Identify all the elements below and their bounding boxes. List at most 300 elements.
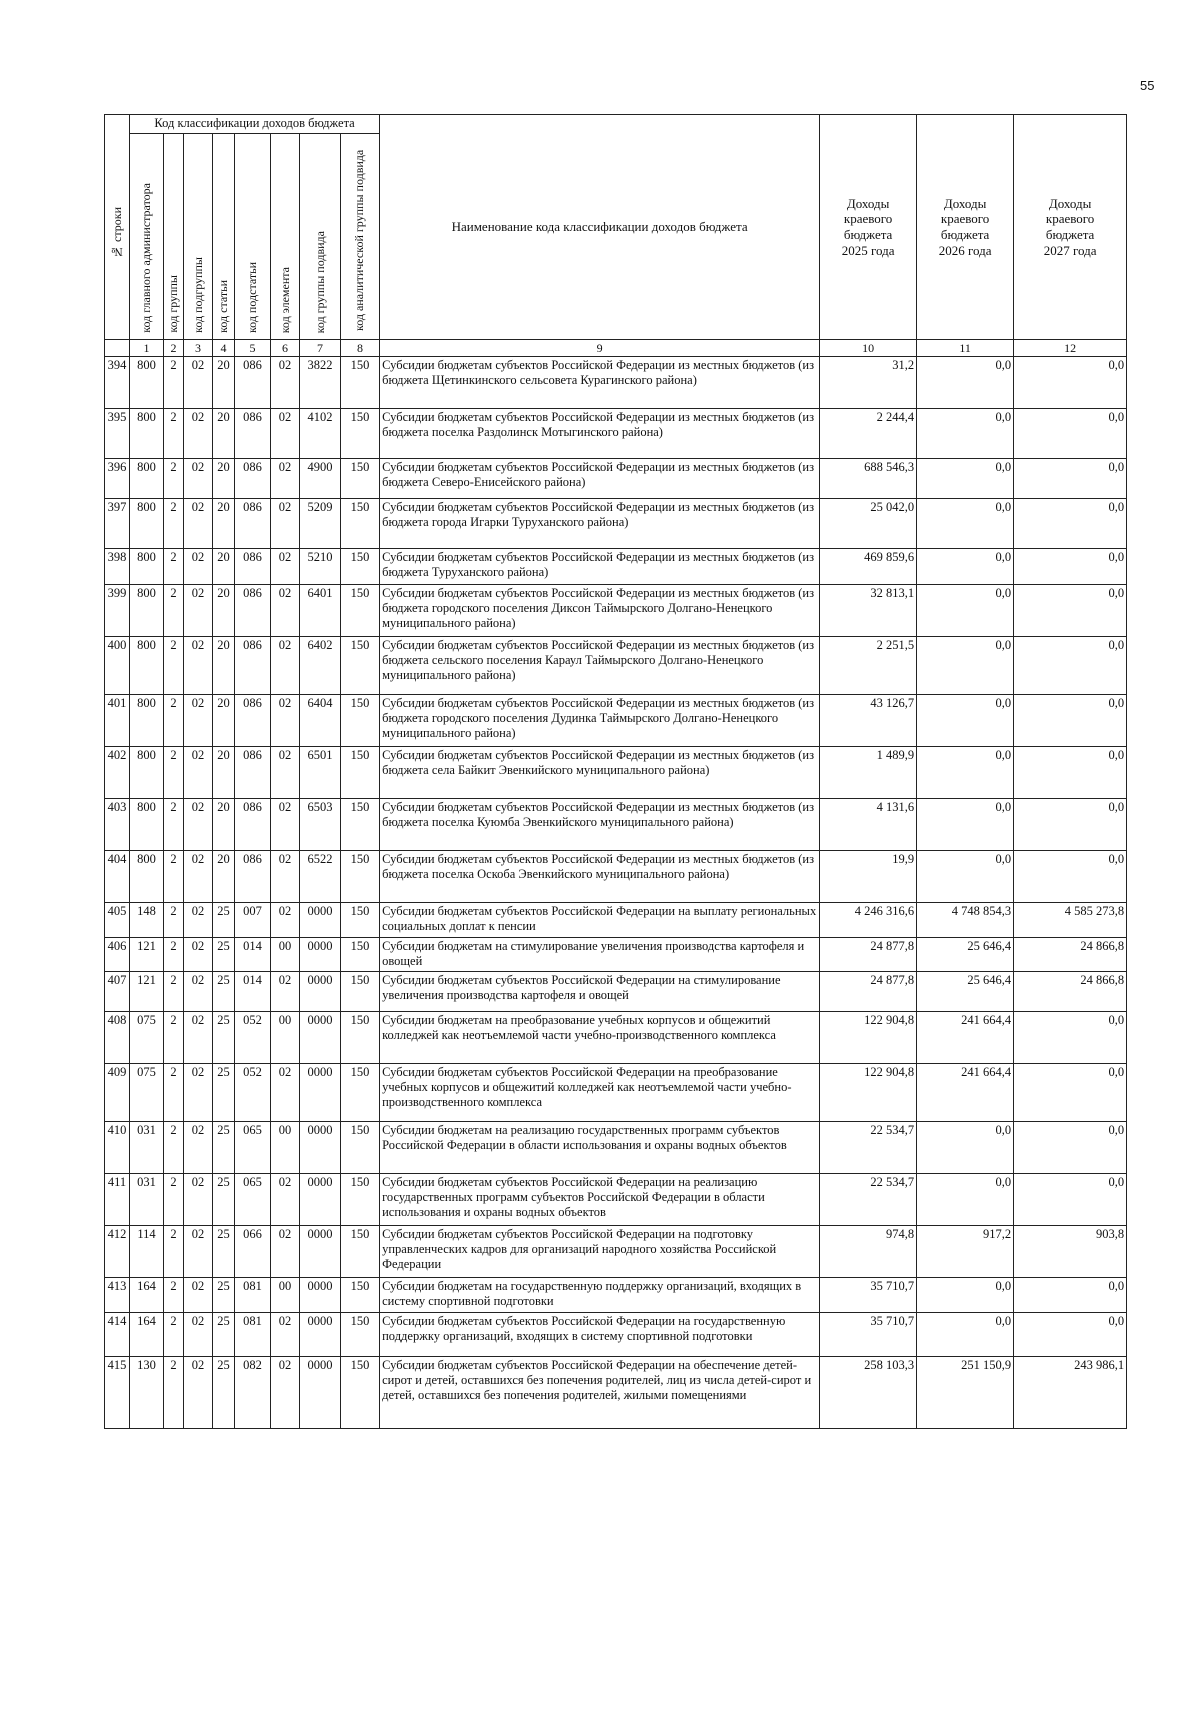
admin-code-cell: 031 xyxy=(130,1122,164,1174)
subarticle-code-cell: 066 xyxy=(235,1226,271,1278)
subgroup-code-cell: 02 xyxy=(184,409,213,459)
revenue-2027-cell: 0,0 xyxy=(1014,1122,1127,1174)
subgroup-code-cell: 02 xyxy=(184,1174,213,1226)
table-row xyxy=(105,1313,1127,1357)
revenue-2025-cell: 24 877,8 xyxy=(820,972,917,1012)
row-number-cell: 404 xyxy=(105,851,130,903)
table-row xyxy=(105,1226,1127,1278)
table-row xyxy=(105,585,1127,637)
header-row-number: № строки xyxy=(105,115,130,340)
analytic-group-code-cell: 150 xyxy=(341,851,380,903)
revenue-code-name-cell: Субсидии бюджетам на стимулирование увеличения производства картофеля и овощей xyxy=(380,938,820,972)
revenue-2025-cell: 4 246 316,6 xyxy=(820,903,917,938)
revenue-code-name-cell: Субсидии бюджетам субъектов Российской Федерации из местных бюджетов (из бюджета поселка Раздолинск Мотыгинского района) xyxy=(380,409,820,459)
header-name-column: Наименование кода классификации доходов бюджета xyxy=(380,115,820,340)
subgroup-code-cell: 02 xyxy=(184,903,213,938)
row-number-cell: 409 xyxy=(105,1064,130,1122)
revenue-2027-cell: 0,0 xyxy=(1014,1064,1127,1122)
group-code-cell: 2 xyxy=(164,903,184,938)
analytic-group-code-cell: 150 xyxy=(341,357,380,409)
table-row xyxy=(105,747,1127,799)
header-admin-code: код главного администратора xyxy=(130,134,164,340)
subtype-group-code-cell: 0000 xyxy=(300,1357,341,1429)
subgroup-code-cell: 02 xyxy=(184,357,213,409)
group-code-cell: 2 xyxy=(164,1064,184,1122)
revenue-code-name-cell: Субсидии бюджетам субъектов Российской Федерации на обеспечение детей-сирот и детей, оставшихся без попечения родителей, лиц из числа детей-сирот и детей, оставшихся без попечения родителей, жилыми помещениями xyxy=(380,1357,820,1429)
article-code-cell: 20 xyxy=(213,585,235,637)
column-number: 8 xyxy=(341,340,380,357)
subgroup-code-cell: 02 xyxy=(184,851,213,903)
row-number-cell: 396 xyxy=(105,459,130,499)
group-code-cell: 2 xyxy=(164,409,184,459)
table-row xyxy=(105,799,1127,851)
subarticle-code-cell: 086 xyxy=(235,499,271,549)
column-number-row xyxy=(105,340,1127,357)
table-row xyxy=(105,938,1127,972)
table-row xyxy=(105,903,1127,938)
subgroup-code-cell: 02 xyxy=(184,1357,213,1429)
element-code-cell: 02 xyxy=(271,851,300,903)
revenue-2026-cell: 0,0 xyxy=(917,1278,1014,1313)
group-code-cell: 2 xyxy=(164,1174,184,1226)
revenue-2027-cell: 0,0 xyxy=(1014,549,1127,585)
group-code-cell: 2 xyxy=(164,1313,184,1357)
subarticle-code-cell: 086 xyxy=(235,747,271,799)
revenue-2026-cell: 917,2 xyxy=(917,1226,1014,1278)
analytic-group-code-cell: 150 xyxy=(341,938,380,972)
subarticle-code-cell: 086 xyxy=(235,585,271,637)
element-code-cell: 02 xyxy=(271,459,300,499)
admin-code-cell: 164 xyxy=(130,1278,164,1313)
group-code-cell: 2 xyxy=(164,499,184,549)
subgroup-code-cell: 02 xyxy=(184,1064,213,1122)
subarticle-code-cell: 065 xyxy=(235,1174,271,1226)
admin-code-cell: 800 xyxy=(130,637,164,695)
admin-code-cell: 075 xyxy=(130,1064,164,1122)
subarticle-code-cell: 014 xyxy=(235,938,271,972)
table-body xyxy=(105,357,1127,1429)
subtype-group-code-cell: 0000 xyxy=(300,1226,341,1278)
table-row xyxy=(105,695,1127,747)
group-code-cell: 2 xyxy=(164,1278,184,1313)
analytic-group-code-cell: 150 xyxy=(341,1313,380,1357)
group-code-cell: 2 xyxy=(164,637,184,695)
row-number-cell: 397 xyxy=(105,499,130,549)
row-number-cell: 414 xyxy=(105,1313,130,1357)
revenue-code-name-cell: Субсидии бюджетам субъектов Российской Федерации из местных бюджетов (из бюджета села Байкит Эвенкийского муниципального района) xyxy=(380,747,820,799)
subtype-group-code-cell: 6522 xyxy=(300,851,341,903)
revenue-2027-cell: 0,0 xyxy=(1014,695,1127,747)
revenue-2025-cell: 24 877,8 xyxy=(820,938,917,972)
revenue-2025-cell: 22 534,7 xyxy=(820,1122,917,1174)
admin-code-cell: 800 xyxy=(130,799,164,851)
element-code-cell: 02 xyxy=(271,357,300,409)
revenue-2026-cell: 0,0 xyxy=(917,409,1014,459)
admin-code-cell: 164 xyxy=(130,1313,164,1357)
subarticle-code-cell: 082 xyxy=(235,1357,271,1429)
element-code-cell: 02 xyxy=(271,549,300,585)
subgroup-code-cell: 02 xyxy=(184,459,213,499)
revenue-2027-cell: 243 986,1 xyxy=(1014,1357,1127,1429)
table-row xyxy=(105,1278,1127,1313)
header-subarticle-code: код подстатьи xyxy=(235,134,271,340)
element-code-cell: 02 xyxy=(271,1226,300,1278)
header-revenue-2027: Доходы краевого бюджета 2027 года xyxy=(1014,115,1127,340)
revenue-code-name-cell: Субсидии бюджетам субъектов Российской Федерации на государственную поддержку организаций, входящих в систему спортивной подготовки xyxy=(380,1313,820,1357)
page-number: 55 xyxy=(1140,78,1155,93)
revenue-2025-cell: 35 710,7 xyxy=(820,1278,917,1313)
revenue-code-name-cell: Субсидии бюджетам субъектов Российской Федерации из местных бюджетов (из бюджета городского поселения Дудинка Таймырского Долгано-Ненецкого муниципального района) xyxy=(380,695,820,747)
subtype-group-code-cell: 0000 xyxy=(300,1122,341,1174)
subtype-group-code-cell: 5209 xyxy=(300,499,341,549)
revenue-2027-cell: 0,0 xyxy=(1014,799,1127,851)
analytic-group-code-cell: 150 xyxy=(341,409,380,459)
revenue-2026-cell: 0,0 xyxy=(917,549,1014,585)
revenue-2026-cell: 0,0 xyxy=(917,1122,1014,1174)
admin-code-cell: 800 xyxy=(130,459,164,499)
column-number: 3 xyxy=(184,340,213,357)
revenue-2026-cell: 0,0 xyxy=(917,585,1014,637)
revenue-2026-cell: 25 646,4 xyxy=(917,972,1014,1012)
admin-code-cell: 075 xyxy=(130,1012,164,1064)
table-row xyxy=(105,459,1127,499)
subgroup-code-cell: 02 xyxy=(184,585,213,637)
article-code-cell: 20 xyxy=(213,747,235,799)
analytic-group-code-cell: 150 xyxy=(341,499,380,549)
revenue-2025-cell: 258 103,3 xyxy=(820,1357,917,1429)
revenue-2027-cell: 0,0 xyxy=(1014,637,1127,695)
article-code-cell: 25 xyxy=(213,1174,235,1226)
revenue-2025-cell: 2 244,4 xyxy=(820,409,917,459)
subtype-group-code-cell: 5210 xyxy=(300,549,341,585)
subarticle-code-cell: 052 xyxy=(235,1064,271,1122)
column-number: 2 xyxy=(164,340,184,357)
table-row xyxy=(105,499,1127,549)
article-code-cell: 25 xyxy=(213,1064,235,1122)
subarticle-code-cell: 086 xyxy=(235,357,271,409)
revenue-2026-cell: 0,0 xyxy=(917,1174,1014,1226)
group-code-cell: 2 xyxy=(164,459,184,499)
group-code-cell: 2 xyxy=(164,1226,184,1278)
revenue-2027-cell: 0,0 xyxy=(1014,1278,1127,1313)
revenue-code-name-cell: Субсидии бюджетам субъектов Российской Федерации из местных бюджетов (из бюджета Щетинкинского сельсовета Курагинского района) xyxy=(380,357,820,409)
revenue-code-name-cell: Субсидии бюджетам субъектов Российской Федерации из местных бюджетов (из бюджета поселка Куюмба Эвенкийского муниципального района) xyxy=(380,799,820,851)
analytic-group-code-cell: 150 xyxy=(341,1357,380,1429)
admin-code-cell: 800 xyxy=(130,695,164,747)
revenue-2027-cell: 0,0 xyxy=(1014,851,1127,903)
revenue-2027-cell: 0,0 xyxy=(1014,1174,1127,1226)
group-code-cell: 2 xyxy=(164,1012,184,1064)
admin-code-cell: 800 xyxy=(130,409,164,459)
row-number-cell: 413 xyxy=(105,1278,130,1313)
revenue-2025-cell: 31,2 xyxy=(820,357,917,409)
column-number: 9 xyxy=(380,340,820,357)
header-analytic-group-code: код аналитической группы подвида xyxy=(341,134,380,340)
header-revenue-2026: Доходы краевого бюджета 2026 года xyxy=(917,115,1014,340)
article-code-cell: 25 xyxy=(213,1122,235,1174)
revenue-2026-cell: 25 646,4 xyxy=(917,938,1014,972)
subgroup-code-cell: 02 xyxy=(184,1012,213,1064)
analytic-group-code-cell: 150 xyxy=(341,1012,380,1064)
subarticle-code-cell: 086 xyxy=(235,851,271,903)
analytic-group-code-cell: 150 xyxy=(341,1064,380,1122)
row-number-cell: 407 xyxy=(105,972,130,1012)
revenue-2026-cell: 0,0 xyxy=(917,499,1014,549)
revenue-2026-cell: 0,0 xyxy=(917,459,1014,499)
subtype-group-code-cell: 6402 xyxy=(300,637,341,695)
revenue-code-name-cell: Субсидии бюджетам субъектов Российской Федерации на стимулирование увеличения производства картофеля и овощей xyxy=(380,972,820,1012)
revenue-2026-cell: 0,0 xyxy=(917,695,1014,747)
admin-code-cell: 121 xyxy=(130,972,164,1012)
column-number: 5 xyxy=(235,340,271,357)
element-code-cell: 02 xyxy=(271,1357,300,1429)
admin-code-cell: 800 xyxy=(130,747,164,799)
header-group-code: код группы xyxy=(164,134,184,340)
admin-code-cell: 800 xyxy=(130,585,164,637)
revenue-2025-cell: 35 710,7 xyxy=(820,1313,917,1357)
element-code-cell: 02 xyxy=(271,695,300,747)
revenue-code-name-cell: Субсидии бюджетам на преобразование учебных корпусов и общежитий колледжей как неотъемлемой части учебно-производственного комплекса xyxy=(380,1012,820,1064)
admin-code-cell: 114 xyxy=(130,1226,164,1278)
revenue-2025-cell: 4 131,6 xyxy=(820,799,917,851)
subgroup-code-cell: 02 xyxy=(184,938,213,972)
revenue-2026-cell: 0,0 xyxy=(917,799,1014,851)
revenue-2027-cell: 0,0 xyxy=(1014,747,1127,799)
group-code-cell: 2 xyxy=(164,357,184,409)
column-number: 6 xyxy=(271,340,300,357)
subgroup-code-cell: 02 xyxy=(184,799,213,851)
column-number-spacer xyxy=(105,340,130,357)
article-code-cell: 25 xyxy=(213,1313,235,1357)
revenue-2026-cell: 0,0 xyxy=(917,637,1014,695)
subtype-group-code-cell: 0000 xyxy=(300,1064,341,1122)
subgroup-code-cell: 02 xyxy=(184,499,213,549)
table-row xyxy=(105,851,1127,903)
revenue-code-name-cell: Субсидии бюджетам на государственную поддержку организаций, входящих в систему спортивной подготовки xyxy=(380,1278,820,1313)
revenue-code-name-cell: Субсидии бюджетам субъектов Российской Федерации из местных бюджетов (из бюджета Северо-Енисейского района) xyxy=(380,459,820,499)
subgroup-code-cell: 02 xyxy=(184,747,213,799)
analytic-group-code-cell: 150 xyxy=(341,1122,380,1174)
subarticle-code-cell: 086 xyxy=(235,549,271,585)
analytic-group-code-cell: 150 xyxy=(341,1174,380,1226)
element-code-cell: 00 xyxy=(271,1122,300,1174)
revenue-2027-cell: 0,0 xyxy=(1014,1313,1127,1357)
revenue-2026-cell: 251 150,9 xyxy=(917,1357,1014,1429)
admin-code-cell: 121 xyxy=(130,938,164,972)
subtype-group-code-cell: 0000 xyxy=(300,1313,341,1357)
row-number-cell: 398 xyxy=(105,549,130,585)
revenue-code-name-cell: Субсидии бюджетам на реализацию государственных программ субъектов Российской Федерации в области использования и охраны водных объектов xyxy=(380,1122,820,1174)
table-row xyxy=(105,409,1127,459)
revenue-2027-cell: 0,0 xyxy=(1014,409,1127,459)
group-code-cell: 2 xyxy=(164,1357,184,1429)
subtype-group-code-cell: 0000 xyxy=(300,972,341,1012)
article-code-cell: 20 xyxy=(213,499,235,549)
analytic-group-code-cell: 150 xyxy=(341,637,380,695)
revenue-2026-cell: 0,0 xyxy=(917,357,1014,409)
subtype-group-code-cell: 4900 xyxy=(300,459,341,499)
admin-code-cell: 800 xyxy=(130,499,164,549)
subtype-group-code-cell: 3822 xyxy=(300,357,341,409)
admin-code-cell: 130 xyxy=(130,1357,164,1429)
revenue-2025-cell: 2 251,5 xyxy=(820,637,917,695)
analytic-group-code-cell: 150 xyxy=(341,695,380,747)
header-article-code: код статьи xyxy=(213,134,235,340)
subarticle-code-cell: 007 xyxy=(235,903,271,938)
analytic-group-code-cell: 150 xyxy=(341,903,380,938)
revenue-code-name-cell: Субсидии бюджетам субъектов Российской Федерации на выплату региональных социальных доплат к пенсии xyxy=(380,903,820,938)
revenue-2026-cell: 4 748 854,3 xyxy=(917,903,1014,938)
admin-code-cell: 148 xyxy=(130,903,164,938)
row-number-cell: 400 xyxy=(105,637,130,695)
article-code-cell: 25 xyxy=(213,1357,235,1429)
row-number-cell: 395 xyxy=(105,409,130,459)
article-code-cell: 20 xyxy=(213,637,235,695)
subarticle-code-cell: 081 xyxy=(235,1313,271,1357)
row-number-cell: 415 xyxy=(105,1357,130,1429)
article-code-cell: 20 xyxy=(213,549,235,585)
subarticle-code-cell: 065 xyxy=(235,1122,271,1174)
budget-revenue-table xyxy=(104,114,1127,1429)
subtype-group-code-cell: 0000 xyxy=(300,1012,341,1064)
revenue-2025-cell: 688 546,3 xyxy=(820,459,917,499)
revenue-code-name-cell: Субсидии бюджетам субъектов Российской Федерации из местных бюджетов (из бюджета городского поселения Диксон Таймырского Долгано-Ненецкого муниципального района) xyxy=(380,585,820,637)
subgroup-code-cell: 02 xyxy=(184,1313,213,1357)
group-code-cell: 2 xyxy=(164,549,184,585)
element-code-cell: 02 xyxy=(271,637,300,695)
row-number-cell: 412 xyxy=(105,1226,130,1278)
revenue-2027-cell: 0,0 xyxy=(1014,1012,1127,1064)
column-number: 12 xyxy=(1014,340,1127,357)
group-code-cell: 2 xyxy=(164,851,184,903)
subtype-group-code-cell: 6404 xyxy=(300,695,341,747)
analytic-group-code-cell: 150 xyxy=(341,799,380,851)
revenue-2026-cell: 0,0 xyxy=(917,1313,1014,1357)
header-subtype-group-code: код группы подвида xyxy=(300,134,341,340)
subgroup-code-cell: 02 xyxy=(184,695,213,747)
revenue-2027-cell: 4 585 273,8 xyxy=(1014,903,1127,938)
group-code-cell: 2 xyxy=(164,799,184,851)
element-code-cell: 02 xyxy=(271,1064,300,1122)
header-classification-group: Код классификации доходов бюджета xyxy=(130,115,380,134)
subarticle-code-cell: 086 xyxy=(235,799,271,851)
article-code-cell: 20 xyxy=(213,409,235,459)
row-number-cell: 410 xyxy=(105,1122,130,1174)
subtype-group-code-cell: 6503 xyxy=(300,799,341,851)
group-code-cell: 2 xyxy=(164,695,184,747)
revenue-code-name-cell: Субсидии бюджетам субъектов Российской Федерации из местных бюджетов (из бюджета Туруханского района) xyxy=(380,549,820,585)
row-number-cell: 403 xyxy=(105,799,130,851)
analytic-group-code-cell: 150 xyxy=(341,549,380,585)
subgroup-code-cell: 02 xyxy=(184,1122,213,1174)
subgroup-code-cell: 02 xyxy=(184,972,213,1012)
header-subgroup-code: код подгруппы xyxy=(184,134,213,340)
row-number-cell: 408 xyxy=(105,1012,130,1064)
subarticle-code-cell: 081 xyxy=(235,1278,271,1313)
revenue-code-name-cell: Субсидии бюджетам субъектов Российской Федерации из местных бюджетов (из бюджета города Игарки Туруханского района) xyxy=(380,499,820,549)
element-code-cell: 02 xyxy=(271,747,300,799)
row-number-cell: 399 xyxy=(105,585,130,637)
table-row xyxy=(105,1122,1127,1174)
subgroup-code-cell: 02 xyxy=(184,1226,213,1278)
revenue-code-name-cell: Субсидии бюджетам субъектов Российской Федерации из местных бюджетов (из бюджета поселка Оскоба Эвенкийского муниципального района) xyxy=(380,851,820,903)
revenue-code-name-cell: Субсидии бюджетам субъектов Российской Федерации из местных бюджетов (из бюджета сельского поселения Караул Таймырского Долгано-Ненецкого муниципального района) xyxy=(380,637,820,695)
subgroup-code-cell: 02 xyxy=(184,637,213,695)
revenue-2025-cell: 22 534,7 xyxy=(820,1174,917,1226)
row-number-cell: 411 xyxy=(105,1174,130,1226)
subtype-group-code-cell: 6401 xyxy=(300,585,341,637)
row-number-cell: 401 xyxy=(105,695,130,747)
table-header xyxy=(105,115,1127,357)
revenue-code-name-cell: Субсидии бюджетам субъектов Российской Федерации на подготовку управленческих кадров для организаций народного хозяйства Российской Федерации xyxy=(380,1226,820,1278)
revenue-2025-cell: 974,8 xyxy=(820,1226,917,1278)
article-code-cell: 20 xyxy=(213,695,235,747)
analytic-group-code-cell: 150 xyxy=(341,1278,380,1313)
analytic-group-code-cell: 150 xyxy=(341,585,380,637)
article-code-cell: 25 xyxy=(213,903,235,938)
row-number-cell: 406 xyxy=(105,938,130,972)
admin-code-cell: 800 xyxy=(130,357,164,409)
element-code-cell: 02 xyxy=(271,799,300,851)
element-code-cell: 02 xyxy=(271,1174,300,1226)
subtype-group-code-cell: 0000 xyxy=(300,1278,341,1313)
element-code-cell: 02 xyxy=(271,585,300,637)
revenue-2025-cell: 32 813,1 xyxy=(820,585,917,637)
article-code-cell: 20 xyxy=(213,459,235,499)
revenue-2025-cell: 469 859,6 xyxy=(820,549,917,585)
admin-code-cell: 800 xyxy=(130,549,164,585)
subarticle-code-cell: 052 xyxy=(235,1012,271,1064)
revenue-2025-cell: 43 126,7 xyxy=(820,695,917,747)
element-code-cell: 00 xyxy=(271,938,300,972)
analytic-group-code-cell: 150 xyxy=(341,972,380,1012)
article-code-cell: 25 xyxy=(213,1226,235,1278)
revenue-code-name-cell: Субсидии бюджетам субъектов Российской Федерации на преобразование учебных корпусов и общежитий колледжей как неотъемлемой части учебно-производственного комплекса xyxy=(380,1064,820,1122)
row-number-cell: 405 xyxy=(105,903,130,938)
table-row xyxy=(105,1064,1127,1122)
subgroup-code-cell: 02 xyxy=(184,1278,213,1313)
revenue-2025-cell: 122 904,8 xyxy=(820,1064,917,1122)
subarticle-code-cell: 086 xyxy=(235,409,271,459)
column-number: 10 xyxy=(820,340,917,357)
revenue-2027-cell: 24 866,8 xyxy=(1014,938,1127,972)
table-row xyxy=(105,1174,1127,1226)
analytic-group-code-cell: 150 xyxy=(341,1226,380,1278)
group-code-cell: 2 xyxy=(164,747,184,799)
element-code-cell: 02 xyxy=(271,903,300,938)
revenue-2025-cell: 19,9 xyxy=(820,851,917,903)
revenue-2025-cell: 25 042,0 xyxy=(820,499,917,549)
column-number: 4 xyxy=(213,340,235,357)
revenue-2025-cell: 122 904,8 xyxy=(820,1012,917,1064)
article-code-cell: 20 xyxy=(213,357,235,409)
element-code-cell: 02 xyxy=(271,972,300,1012)
analytic-group-code-cell: 150 xyxy=(341,459,380,499)
element-code-cell: 02 xyxy=(271,409,300,459)
column-number: 1 xyxy=(130,340,164,357)
group-code-cell: 2 xyxy=(164,585,184,637)
column-number: 7 xyxy=(300,340,341,357)
subarticle-code-cell: 014 xyxy=(235,972,271,1012)
revenue-2027-cell: 0,0 xyxy=(1014,499,1127,549)
column-number: 11 xyxy=(917,340,1014,357)
article-code-cell: 25 xyxy=(213,1012,235,1064)
revenue-code-name-cell: Субсидии бюджетам субъектов Российской Федерации на реализацию государственных программ субъектов Российской Федерации в области использования и охраны водных объектов xyxy=(380,1174,820,1226)
revenue-2026-cell: 241 664,4 xyxy=(917,1012,1014,1064)
subarticle-code-cell: 086 xyxy=(235,695,271,747)
row-number-cell: 394 xyxy=(105,357,130,409)
revenue-2027-cell: 0,0 xyxy=(1014,459,1127,499)
